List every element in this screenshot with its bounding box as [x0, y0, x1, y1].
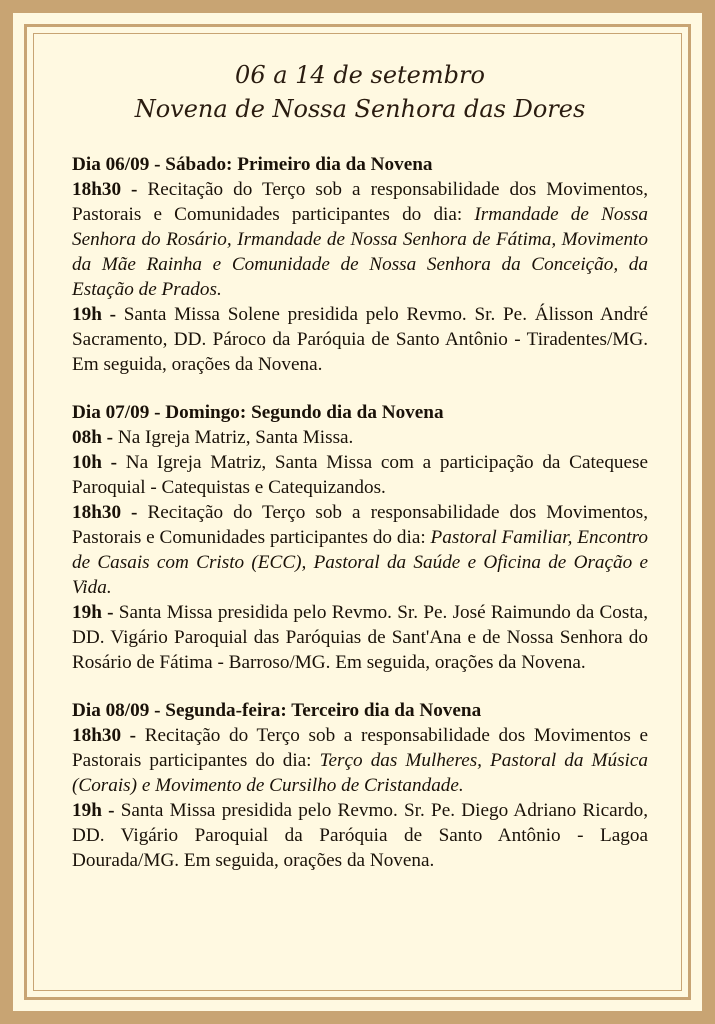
spacer: [72, 675, 648, 698]
spacer: [72, 377, 648, 400]
item-participants: Pastoral Familiar, Encontro de Casais com Cristo (ECC), Pastoral da Saúde e Oficina de Oração e Vida.: [72, 527, 648, 598]
item-text: Santa Missa presidida pelo Revmo. Sr. Pe. Diego Adriano Ricardo, DD. Vigário Paroquial da Paróquia de Santo Antônio - Lagoa Dourada/MG. Em seguida, orações da Novena.: [72, 800, 649, 871]
day-section: [72, 698, 648, 873]
day-heading: Dia 08/09 - Segunda-feira: Terceiro dia da Novena: [72, 700, 482, 721]
schedule-item: [72, 450, 648, 500]
item-text: Recitação do Terço sob a responsabilidade dos Movimentos e Pastorais participantes do dia:: [72, 725, 648, 771]
item-time: 18h30 -: [72, 179, 138, 200]
item-text: Recitação do Terço sob a responsabilidade dos Movimentos, Pastorais e Comunidades participantes do dia:: [72, 179, 648, 225]
day-section: [72, 400, 648, 675]
item-text: Recitação do Terço sob a responsabilidade dos Movimentos, Pastorais e Comunidades participantes do dia:: [72, 502, 648, 548]
document-body: [72, 58, 648, 873]
item-time: 10h -: [72, 452, 117, 473]
schedule-item: [72, 723, 648, 798]
item-text: Na Igreja Matriz, Santa Missa.: [113, 427, 354, 448]
item-time: 19h -: [72, 304, 116, 325]
item-time: 08h -: [72, 427, 114, 448]
schedule-item: [72, 425, 648, 450]
day-heading: Dia 06/09 - Sábado: Primeiro dia da Novena: [72, 154, 433, 175]
day-heading: Dia 07/09 - Domingo: Segundo dia da Novena: [72, 402, 444, 423]
item-text: Santa Missa Solene presidida pelo Revmo. Sr. Pe. Álisson André Sacramento, DD. Pároco da Paróquia de Santo Antônio - Tiradentes/MG. Em seguida, orações da Novena.: [72, 304, 648, 375]
page-title: Novena de Nossa Senhora das Dores: [134, 95, 586, 123]
item-participants: Terço das Mulheres, Pastoral da Música (Corais) e Movimento de Cursilho de Cristandade.: [72, 750, 648, 796]
schedule-item: [72, 500, 648, 600]
schedule-item: [72, 302, 648, 377]
schedule-item: [72, 798, 648, 873]
item-participants: Irmandade de Nossa Senhora do Rosário, Irmandade de Nossa Senhora de Fátima, Movimento da Mãe Rainha e Comunidade de Nossa Senhora da Conceição, da Estação de Prados.: [72, 204, 648, 300]
item-time: 19h -: [72, 602, 114, 623]
item-time: 18h30 -: [72, 725, 137, 746]
schedule-item: [72, 600, 648, 675]
date-range: 06 a 14 de setembro: [235, 61, 485, 89]
schedule-item: [72, 177, 648, 302]
day-section: [72, 152, 648, 377]
item-time: 18h30 -: [72, 502, 138, 523]
item-text: Na Igreja Matriz, Santa Missa com a participação da Catequese Paroquial - Catequistas e Catequizandos.: [72, 452, 649, 498]
item-time: 19h -: [72, 800, 115, 821]
item-text: Santa Missa presidida pelo Revmo. Sr. Pe. José Raimundo da Costa, DD. Vigário Paroquial das Paróquias de Sant'Ana e de Nossa Senhora do Rosário de Fátima - Barroso/MG. Em seguida, orações da Novena.: [72, 602, 648, 673]
